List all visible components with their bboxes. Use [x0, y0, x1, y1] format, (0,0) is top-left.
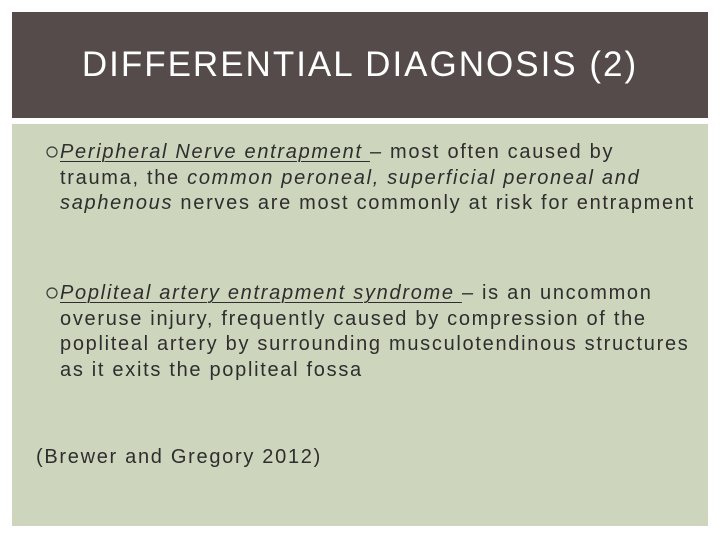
bullet-term: Peripheral Nerve entrapment — [60, 141, 370, 163]
bullet-emphasis: common peroneal, superficial peroneal and saphenous — [60, 166, 641, 214]
slide-divider — [12, 526, 708, 528]
bullet-text: – most often caused by trauma, the — [60, 141, 615, 189]
bullet-item-popliteal-artery — [60, 281, 700, 383]
slide-title: DIFFERENTIAL DIAGNOSIS (2) — [81, 45, 639, 84]
content-panel — [12, 124, 708, 526]
hollow-circle-icon — [46, 287, 58, 299]
bullet-text: nerves are most commonly at risk for entrapment — [173, 192, 695, 214]
bullet-term: Popliteal artery entrapment syndrome — [60, 282, 462, 304]
citation: (Brewer and Gregory 2012) — [36, 446, 322, 468]
bullet-text: – is an uncommon overuse injury, frequently caused by compression of the popliteal artery by surrounding musculotendinous structures as it exits the popliteal fossa — [60, 282, 690, 381]
hollow-circle-icon — [46, 146, 58, 158]
bullet-item-peripheral-nerve — [60, 140, 700, 217]
title-bar — [12, 12, 708, 118]
